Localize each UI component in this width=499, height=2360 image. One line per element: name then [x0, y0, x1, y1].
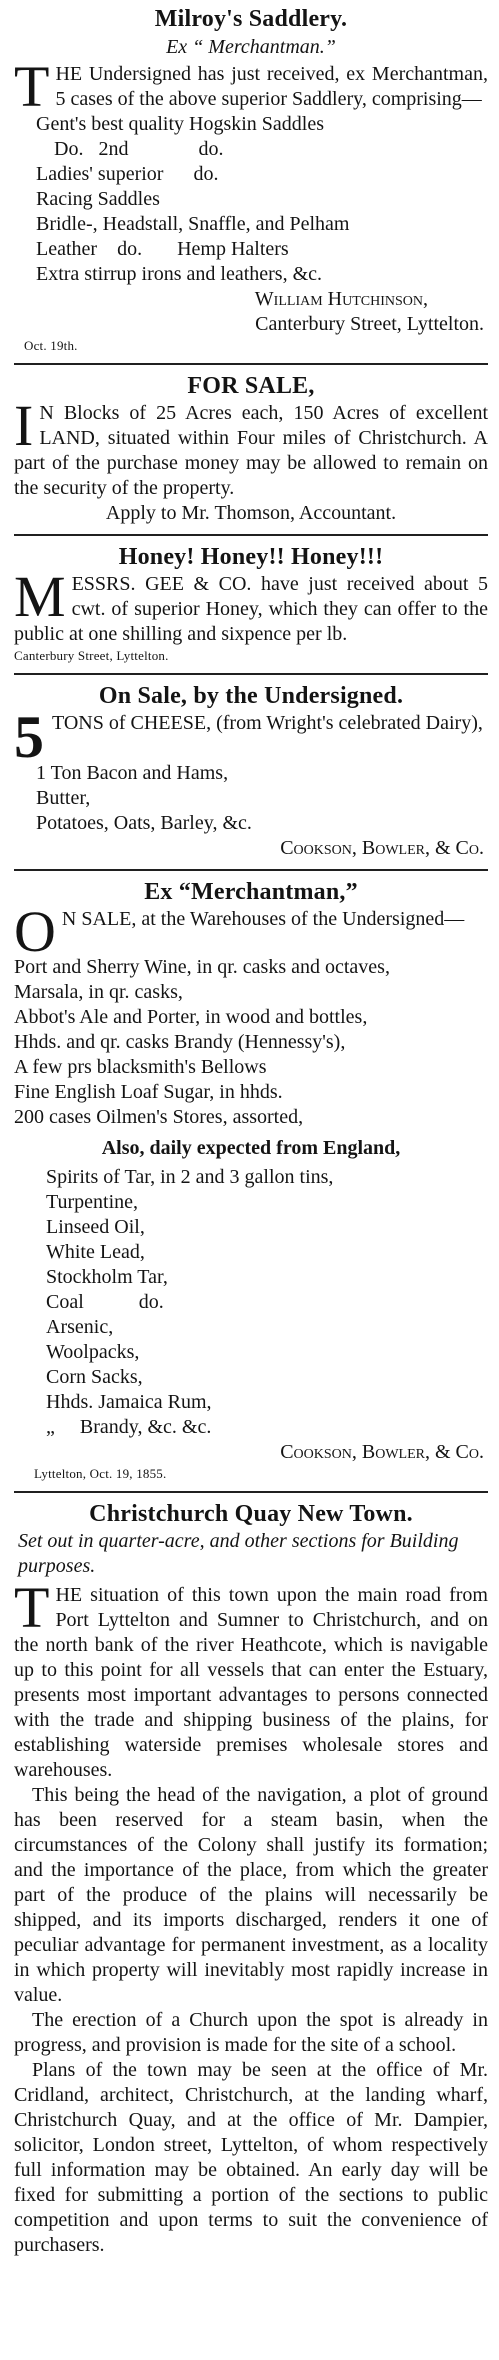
ad-milroy-saddlery	[14, 0, 488, 355]
ad-paragraph	[14, 1575, 488, 1783]
ad-merchantman	[14, 877, 488, 1483]
list-item: Port and Sherry Wine, in qr. casks and octaves,	[14, 956, 390, 978]
ad-intro	[14, 54, 488, 119]
list-item: „ Brandy, &c. &c.	[46, 1416, 212, 1438]
list-item: Extra stirrup irons and leathers, &c.	[36, 263, 323, 285]
list-item: Do. 2nd do.	[54, 138, 224, 160]
list-item: Stockholm Tar,	[46, 1266, 168, 1288]
list-item: Potatoes, Oats, Barley, &c.	[36, 812, 252, 834]
list-item: A few prs blacksmith's Bellows	[14, 1056, 267, 1078]
ad-intro-text: N SALE, at the Warehouses of the Undersigned—	[61, 908, 465, 930]
ad-title: Honey! Honey!! Honey!!!	[118, 544, 384, 570]
ad-paragraph-text: HE situation of this town upon the main road from Port Lyttelton and Sumner to Christchurch, and on the north bank of the river Heathcote, which is navigable up to this point for all vessels that can enter the Estuary, presents most important advantages to persons connected with the trade and shipping business of the plains, for establishing waterside premises wholesale stores and warehouses.	[14, 1584, 488, 1781]
list-item: Woolpacks,	[46, 1341, 140, 1363]
drop-cap: T	[14, 54, 50, 119]
list-item: 200 cases Oilmen's Stores, assorted,	[14, 1106, 304, 1128]
signature: Cookson, Bowler, & Co.	[280, 837, 484, 859]
ad-apply: Apply to Mr. Thomson, Accountant.	[105, 502, 397, 524]
list-item: Bridle-, Headstall, Snaffle, and Pelham	[36, 213, 350, 235]
ad-body-text: N Blocks of 25 Acres each, 150 Acres of excellent LAND, situated within Four miles of Christchurch. A part of the purchase money may be allowed to remain on the security of the property.	[14, 402, 488, 499]
ad-paragraph: This being the head of the navigation, a plot of ground has been reserved for a steam basin, when the circumstances of the Colony shall justify its formation; and the importance of the place, from which the greater part of the produce of the plains will necessarily be shipped, and its imports discharged, renders it one of peculiar advantage for permanent investment, as a locality in which property will inevitably most rapidly increase in value.	[14, 1784, 488, 2006]
ad-subtitle: Ex “ Merchantman.”	[166, 36, 336, 58]
list-item: Racing Saddles	[36, 188, 160, 210]
list-item: Turpentine,	[46, 1191, 139, 1213]
signature: Cookson, Bowler, & Co.	[280, 1441, 484, 1463]
divider	[14, 869, 488, 871]
ad-date: Lyttelton, Oct. 19, 1855.	[34, 1466, 167, 1481]
signature-address: Canterbury Street, Lyttelton.	[255, 313, 484, 335]
expected-list	[14, 1165, 488, 1440]
item-list	[14, 955, 488, 1130]
ad-cheese	[14, 681, 488, 861]
ad-paragraph: Plans of the town may be seen at the office of Mr. Cridland, architect, Christchurch, at the landing wharf, Christchurch Quay, and at the office of Mr. Dampier, solicitor, London street, Lyttelton, of whom respectively full information may be obtained. An early day will be fixed for submitting a portion of the sections to public competition and upon terms to suit the convenience of purchasers.	[14, 2059, 488, 2256]
list-item: White Lead,	[46, 1241, 145, 1263]
also-heading: Also, daily expected from England,	[101, 1137, 401, 1159]
ad-body	[14, 564, 488, 647]
divider	[14, 673, 488, 675]
ad-body-text: TONS of CHEESE, (from Wright's celebrated Dairy),	[52, 712, 483, 734]
ad-paragraph: The erection of a Church upon the spot is already in progress, and provision is made for the site of a school.	[14, 2009, 488, 2056]
list-item: Gent's best quality Hogskin Saddles	[36, 113, 325, 135]
item-list	[14, 112, 488, 287]
list-item: Marsala, in qr. casks,	[14, 981, 183, 1003]
drop-cap: T	[14, 1575, 50, 1640]
list-item: Arsenic,	[46, 1316, 114, 1338]
ad-body	[14, 704, 488, 770]
ad-title: FOR SALE,	[187, 373, 315, 399]
list-item: Butter,	[36, 787, 91, 809]
list-item: Linseed Oil,	[46, 1216, 145, 1238]
divider	[14, 534, 488, 536]
ad-title: Milroy's Saddlery.	[154, 6, 348, 32]
ad-honey	[14, 542, 488, 665]
divider	[14, 1491, 488, 1493]
ad-body	[14, 393, 488, 501]
drop-cap: M	[14, 564, 66, 629]
list-item: Coal do.	[46, 1291, 164, 1313]
ad-title: Christchurch Quay New Town.	[89, 1501, 413, 1527]
ad-for-sale	[14, 371, 488, 526]
ad-address: Canterbury Street, Lyttelton.	[14, 648, 169, 663]
ad-christchurch-quay	[14, 1499, 488, 2258]
ad-body-text: ESSRS. GEE & CO. have just received about 5 cwt. of superior Honey, which they can offer to the public at one shilling and sixpence per lb.	[14, 573, 488, 645]
list-item: Fine English Loaf Sugar, in hhds.	[14, 1081, 283, 1103]
list-item: Spirits of Tar, in 2 and 3 gallon tins,	[46, 1166, 334, 1188]
ad-subtitle: Set out in quarter-acre, and other sections for Building purposes.	[18, 1530, 459, 1577]
ad-intro-text: HE Undersigned has just received, ex Merchantman, 5 cases of the above superior Saddlery, comprising—	[55, 63, 488, 110]
list-item: Abbot's Ale and Porter, in wood and bottles,	[14, 1006, 368, 1028]
signature-name: William Hutchinson,	[254, 288, 428, 310]
divider	[14, 363, 488, 365]
drop-cap: 5	[14, 704, 44, 770]
ad-title: On Sale, by the Undersigned.	[98, 683, 404, 709]
list-item: 1 Ton Bacon and Hams,	[36, 762, 229, 784]
list-item: Leather do. Hemp Halters	[36, 238, 289, 260]
advertisement-column	[14, 0, 488, 2258]
list-item: Corn Sacks,	[46, 1366, 143, 1388]
drop-cap: I	[14, 393, 34, 458]
list-item: Hhds. and qr. casks Brandy (Hennessy's),	[14, 1031, 346, 1053]
ad-title: Ex “Merchantman,”	[144, 879, 358, 905]
ad-date: Oct. 19th.	[24, 338, 78, 353]
list-item: Hhds. Jamaica Rum,	[46, 1391, 212, 1413]
drop-cap: O	[14, 899, 56, 964]
ad-intro	[14, 899, 488, 964]
list-item: Ladies' superior do.	[36, 163, 219, 185]
